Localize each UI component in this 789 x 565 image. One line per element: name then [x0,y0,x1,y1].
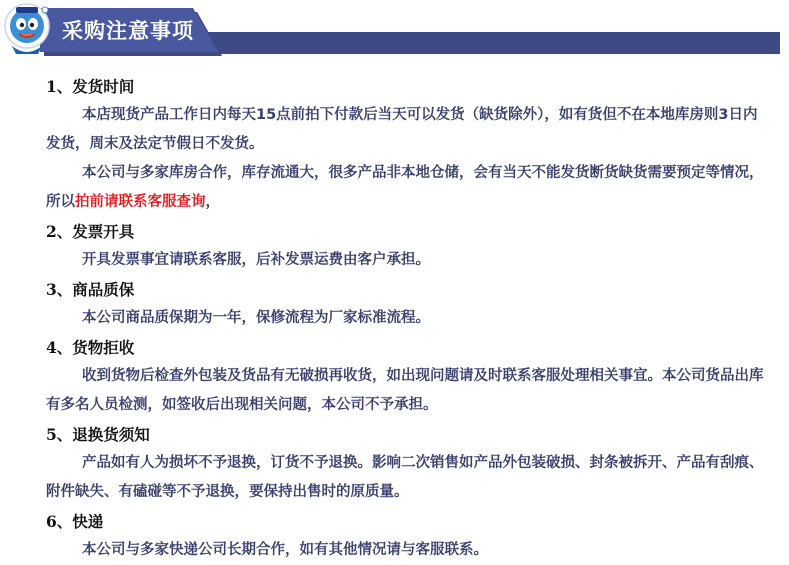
section-title-shipping: 1、发货时间 [46,77,135,96]
page-header [0,0,789,62]
paragraph: 本公司商品质保期为一年，保修流程为厂家标准流程。 [82,310,430,326]
paragraph [46,159,766,217]
page-title: 采购注意事项 [62,18,194,43]
paragraph: 本公司与多家快递公司长期合作，如有其他情况请与客服联系。 [82,542,488,558]
paragraph: 收到货物后检查外包装及货品有无破损再收货，如出现问题请及时联系客服处理相关事宜。本公司货品出库有多名人员检测，如签收后出现相关问题，本公司不予承担。 [46,368,764,413]
section-title-warranty: 3、商品质保 [46,280,135,299]
paragraph: 本店现货产品工作日内每天15点前拍下付款后当天可以发货（缺货除外），如有货但不在本地库房则3日内发货，周末及法定节假日不发货。 [46,107,758,152]
paragraph: 开具发票事宜请联系客服，后补发票运费由客户承担。 [82,252,430,268]
mascot-logo-icon [2,2,52,56]
section-title-express: 6、快递 [46,512,104,531]
text-span: ， [205,194,220,210]
text-span: 本公司与多家库房合作，库存流通大，很多产品非本地仓储，会有当天不能发货断货缺货需要预定等情况，所以 [46,165,764,210]
header-bar [200,32,780,54]
section-title-rejection: 4、货物拒收 [46,338,135,357]
highlight-text: 拍前请联系客服查询 [75,194,206,210]
section-title-returns: 5、退换货须知 [46,425,150,444]
section-title-invoice: 2、发票开具 [46,222,135,241]
paragraph: 产品如有人为损坏不予退换，订货不予退换。影响二次销售如产品外包装破损、封条被拆开、产品有刮痕、附件缺失、有磕碰等不予退换，要保持出售时的原质量。 [46,455,764,500]
notice-content [46,72,766,565]
